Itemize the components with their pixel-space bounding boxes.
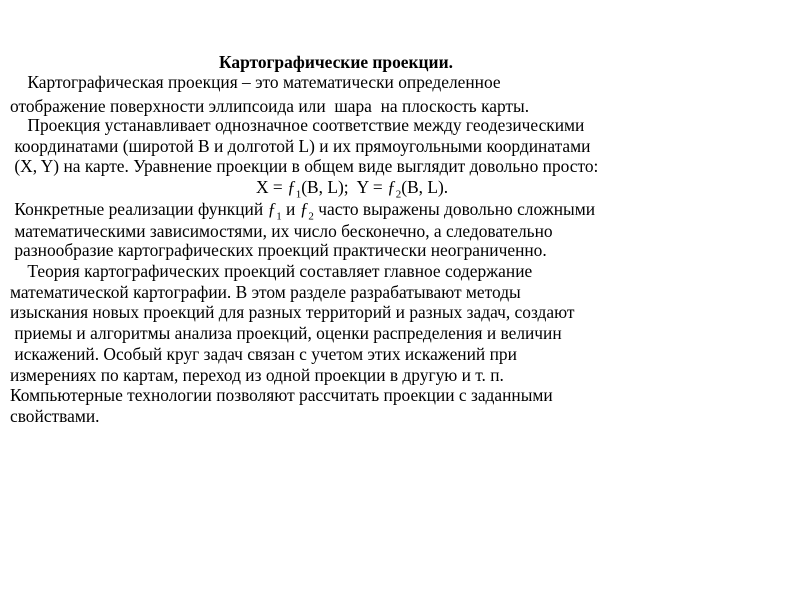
- function-symbol: ƒ: [287, 177, 296, 197]
- text-line-content: математической картографии. В этом разделе разрабатывают методы: [10, 282, 521, 302]
- text-line-content: координатами (широтой B и долготой L) и их прямоугольными координатами: [10, 136, 591, 156]
- text-line: [10, 240, 547, 260]
- text-line-content: изыскания новых проекций для разных территорий и разных задач, создают: [10, 302, 575, 322]
- text-line: [10, 72, 501, 92]
- text-line-content: Компьютерные технологии позволяют рассчитать проекции с заданными: [10, 385, 553, 405]
- text-line: [10, 156, 598, 176]
- formula-subscript: 1: [295, 188, 302, 201]
- formula-subscript: 1: [276, 210, 282, 223]
- text-line-content: Теория картографических проекций составляет главное содержание: [10, 261, 533, 281]
- text-line: [10, 221, 553, 241]
- text-line: [10, 323, 562, 343]
- text-line: [10, 365, 504, 385]
- text-line-content: и: [281, 199, 300, 219]
- text-line-content: Проекция устанавливает однозначное соответствие между геодезическими: [10, 115, 585, 135]
- formula-x-part: X =: [256, 177, 288, 197]
- text-line-content: измерениях по картам, переход из одной проекции в другую и т. п.: [10, 365, 504, 385]
- text-line-content: Конкретные реализации функций: [10, 199, 268, 219]
- text-line-content: искажений. Особый круг задач связан с учетом этих искажений при: [10, 344, 517, 364]
- function-symbol: ƒ: [299, 199, 309, 219]
- text-line: [10, 344, 517, 364]
- text-line-content: отображение поверхности эллипсоида или шара на плоскость карты.: [10, 96, 530, 116]
- text-line: [10, 115, 584, 135]
- function-symbol: ƒ: [387, 177, 396, 197]
- text-line-content: приемы и алгоритмы анализа проекций, оценки распределения и величин: [10, 323, 562, 343]
- text-line-content: математическими зависимостями, их число бесконечно, а следовательно: [10, 221, 553, 241]
- formula-args: (B, L); Y =: [301, 177, 388, 197]
- text-line: [10, 136, 590, 156]
- text-line-content: (X, Y) на карте. Уравнение проекции в общем виде выглядит довольно просто:: [10, 156, 599, 176]
- function-symbol: ƒ: [267, 199, 277, 219]
- text-line-content: Картографическая проекция – это математически определенное: [10, 72, 501, 92]
- formula-subscript: 2: [395, 188, 402, 201]
- text-line-content: свойствами.: [10, 406, 100, 426]
- text-line-content: часто выражены довольно сложными: [313, 199, 596, 219]
- page-title: Картографические проекции.: [219, 52, 453, 72]
- text-line: [10, 406, 100, 426]
- text-line: [10, 261, 532, 281]
- formula-args: (B, L).: [401, 177, 449, 197]
- text-line: [10, 302, 574, 322]
- text-line: [10, 282, 521, 302]
- formula-subscript: 2: [308, 210, 314, 223]
- text-line: [10, 385, 553, 405]
- text-line-content: разнообразие картографических проекций практически неограниченно.: [10, 240, 547, 260]
- text-line: [10, 96, 529, 116]
